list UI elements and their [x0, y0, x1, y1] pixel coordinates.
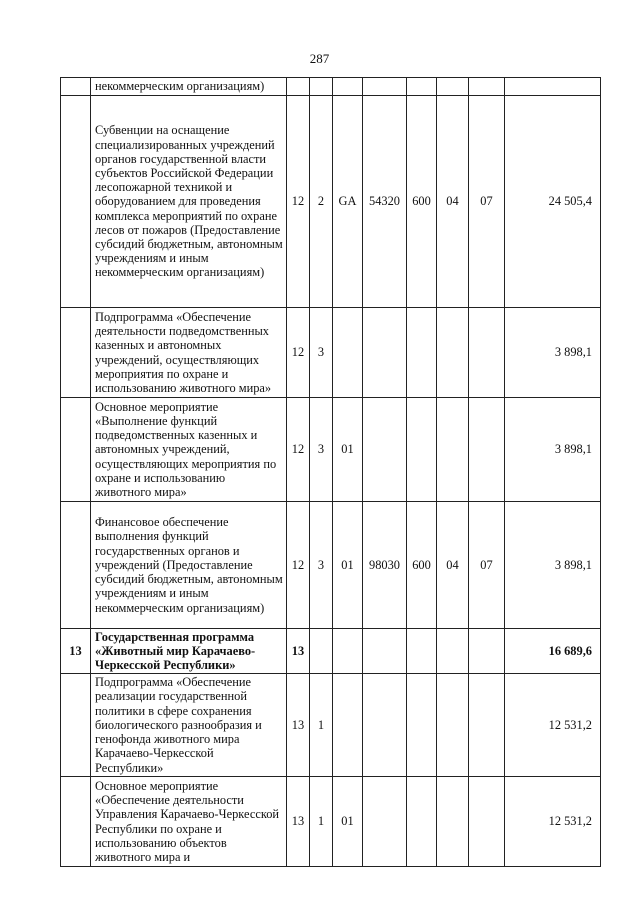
- cell-activity-code: [333, 629, 363, 674]
- cell-direction-code: [363, 398, 407, 502]
- cell-row-number: 13: [61, 629, 91, 674]
- cell-activity-code: [333, 674, 363, 777]
- cell-section: 04: [437, 502, 469, 629]
- table-row: [61, 777, 601, 867]
- cell-name: Основное мероприятие «Обеспечение деятельности Управления Карачаево-Черкесской Республики по охране и использованию объектов животного мира и: [91, 777, 287, 867]
- cell-direction-code: 98030: [363, 502, 407, 629]
- cell-name: Государственная программа «Животный мир Карачаево-Черкесской Республики»: [91, 629, 287, 674]
- cell-section: [437, 777, 469, 867]
- table-row: [61, 398, 601, 502]
- cell-expense-type: 600: [407, 502, 437, 629]
- cell-subprogram-code: 2: [310, 96, 333, 308]
- cell-amount: 3 898,1: [505, 398, 601, 502]
- cell-amount: 3 898,1: [505, 308, 601, 398]
- cell-subprogram-code: 1: [310, 777, 333, 867]
- cell-direction-code: 54320: [363, 96, 407, 308]
- cell-direction-code: [363, 674, 407, 777]
- cell-expense-type: [407, 629, 437, 674]
- cell-program-code: 12: [287, 398, 310, 502]
- cell-row-number: [61, 398, 91, 502]
- cell-activity-code: 01: [333, 777, 363, 867]
- cell-activity-code: 01: [333, 398, 363, 502]
- cell-expense-type: [407, 674, 437, 777]
- table-row: [61, 502, 601, 629]
- cell-name: некоммерческим организациям): [91, 78, 287, 96]
- cell-subsection: [469, 777, 505, 867]
- cell-program-code: 12: [287, 96, 310, 308]
- cell-expense-type: [407, 398, 437, 502]
- cell-expense-type: [407, 78, 437, 96]
- table-row: [61, 78, 601, 96]
- cell-subprogram-code: 3: [310, 502, 333, 629]
- cell-name: Основное мероприятие «Выполнение функций подведомственных казенных и автономных учреждений, осуществляющих мероприятия по охране и использованию животного мира»: [91, 398, 287, 502]
- cell-activity-code: 01: [333, 502, 363, 629]
- cell-row-number: [61, 308, 91, 398]
- cell-program-code: 13: [287, 674, 310, 777]
- table-row: [61, 674, 601, 777]
- cell-activity-code: [333, 78, 363, 96]
- table-row-program: [61, 629, 601, 674]
- cell-amount: [505, 78, 601, 96]
- cell-subsection: [469, 78, 505, 96]
- cell-direction-code: [363, 308, 407, 398]
- cell-row-number: [61, 78, 91, 96]
- cell-name: Подпрограмма «Обеспечение деятельности подведомственных казенных и автономных учреждений, осуществляющих мероприятия по охране и использованию животного мира»: [91, 308, 287, 398]
- cell-subprogram-code: 3: [310, 398, 333, 502]
- cell-name: Субвенции на оснащение специализированных учреждений органов государственной власти субъектов Российской Федерации лесопожарной техникой и оборудованием для проведения комплекса мероприятий по охране лесов от пожаров (Предоставление субсидий бюджетным, автономным учреждениям и иным некоммерческим организациям): [91, 96, 287, 308]
- cell-direction-code: [363, 777, 407, 867]
- table-row: [61, 96, 601, 308]
- cell-activity-code: GA: [333, 96, 363, 308]
- cell-section: [437, 308, 469, 398]
- cell-program-code: 12: [287, 502, 310, 629]
- cell-subsection: [469, 398, 505, 502]
- cell-row-number: [61, 777, 91, 867]
- cell-section: [437, 629, 469, 674]
- cell-program-code: 13: [287, 629, 310, 674]
- cell-row-number: [61, 96, 91, 308]
- cell-direction-code: [363, 78, 407, 96]
- cell-amount: 24 505,4: [505, 96, 601, 308]
- cell-program-code: [287, 78, 310, 96]
- cell-row-number: [61, 674, 91, 777]
- cell-subsection: [469, 308, 505, 398]
- cell-subsection: 07: [469, 96, 505, 308]
- cell-direction-code: [363, 629, 407, 674]
- cell-section: [437, 398, 469, 502]
- budget-table: [60, 77, 601, 867]
- cell-section: 04: [437, 96, 469, 308]
- cell-name: Финансовое обеспечение выполнения функций государственных органов и учреждений (Предоставление субсидий бюджетным, автономным учреждениям и иным некоммерческим организациям): [91, 502, 287, 629]
- table-row: [61, 308, 601, 398]
- cell-amount: 12 531,2: [505, 777, 601, 867]
- cell-subprogram-code: [310, 629, 333, 674]
- cell-amount: 12 531,2: [505, 674, 601, 777]
- cell-expense-type: 600: [407, 96, 437, 308]
- cell-activity-code: [333, 308, 363, 398]
- cell-program-code: 13: [287, 777, 310, 867]
- cell-section: [437, 78, 469, 96]
- cell-expense-type: [407, 308, 437, 398]
- cell-subprogram-code: [310, 78, 333, 96]
- cell-expense-type: [407, 777, 437, 867]
- page-number: 287: [309, 51, 330, 66]
- cell-amount: 16 689,6: [505, 629, 601, 674]
- cell-program-code: 12: [287, 308, 310, 398]
- cell-section: [437, 674, 469, 777]
- cell-subsection: 07: [469, 502, 505, 629]
- cell-subsection: [469, 674, 505, 777]
- cell-subsection: [469, 629, 505, 674]
- cell-amount: 3 898,1: [505, 502, 601, 629]
- cell-name: Подпрограмма «Обеспечение реализации государственной политики в сфере сохранения биологического разнообразия и генофонда животного мира Карачаево-Черкесской Республики»: [91, 674, 287, 777]
- cell-row-number: [61, 502, 91, 629]
- cell-subprogram-code: 1: [310, 674, 333, 777]
- cell-subprogram-code: 3: [310, 308, 333, 398]
